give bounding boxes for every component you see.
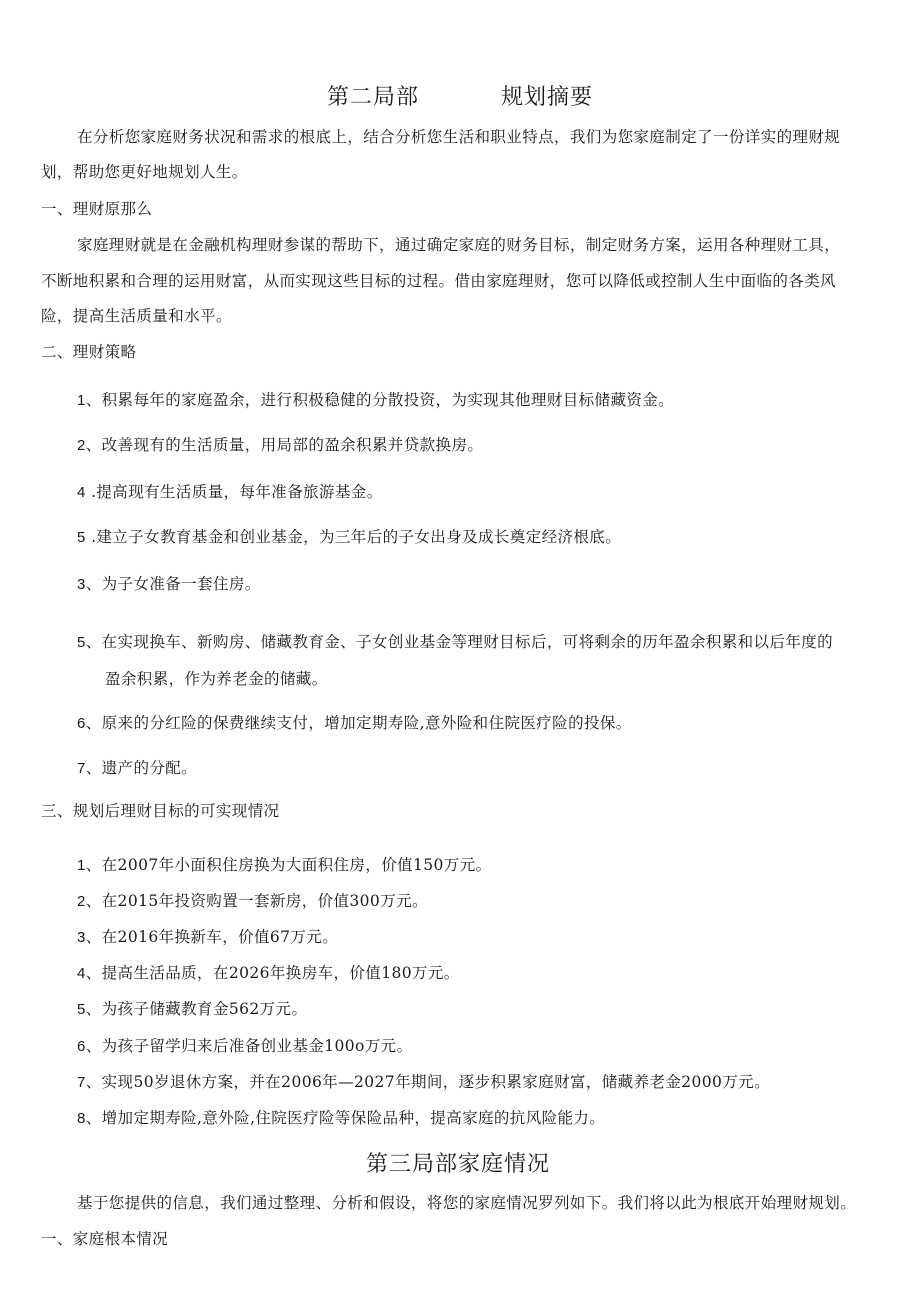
sec2-item-number: 1 <box>77 392 86 409</box>
sec2-item <box>77 758 197 779</box>
sec2-item <box>77 574 261 595</box>
sec2-item-number: 4 <box>77 484 86 501</box>
sec2-item-text: 在实现换车、新购房、储藏教育金、子女创业基金等理财目标后，可将剩余的历年盈余积累和以后年度的 <box>101 633 834 651</box>
sec2-item-separator: 、 <box>85 714 102 732</box>
sec3-item-text: 增加定期寿险,意外险,住院医疗险等保险品种，提高家庭的抗风险能力。 <box>101 1109 606 1127</box>
part3-title: 第三局部家庭情况 <box>366 1152 551 1177</box>
sec2-item-text: 改善现有的生活质量，用局部的盈余积累并贷款换房。 <box>101 436 484 454</box>
sec2-item-continuation: 盈余积累，作为养老金的储藏。 <box>105 670 328 688</box>
sec2-item-text: 建立子女教育基金和创业基金，为三年后的子女出身及成长奠定经济根底。 <box>96 528 622 546</box>
sec2-item-separator: 、 <box>85 575 102 593</box>
sec3-item-text: 在2016年换新车，价值67万元。 <box>101 928 339 946</box>
sec2-item-number: 3 <box>77 576 86 593</box>
part3-sec1-heading: 一、家庭根本情况 <box>41 1230 169 1248</box>
sec3-item: 7、实现50岁退休方案，并在2006年—2027年期间，逐步积累家庭财富，储藏养老金2000万元。 <box>77 1073 771 1091</box>
sec2-item-separator: 、 <box>85 436 102 454</box>
sec2-item <box>77 527 621 548</box>
sec3-item-number: 5 <box>77 1001 86 1018</box>
sec2-item-text: 提高现有生活质量，每年准备旅游基金。 <box>96 483 383 501</box>
part2-intro-line2: 划，帮助您更好地规划人生。 <box>41 163 248 181</box>
part3-intro: 基于您提供的信息，我们通过整理、分析和假设，将您的家庭情况罗列如下。我们将以此为根底开始理财规划。 <box>77 1194 857 1212</box>
sec3-item-text: 提高生活品质，在2026年换房车，价值180万元。 <box>101 964 460 982</box>
sec1-heading: 一、理财原那么 <box>41 200 153 218</box>
sec3-heading: 三、规划后理财目标的可实现情况 <box>41 802 280 820</box>
sec1-para-line2: 不断地积累和合理的运用财富，从而实现这些目标的过程。借由家庭理财，您可以降低或控制人生中面临的各类风 <box>41 272 837 290</box>
part2-title-left: 第二局部 <box>327 85 420 110</box>
sec2-item-number: 2 <box>77 437 86 454</box>
sec3-item: 3、在2016年换新车，价值67万元。 <box>77 928 339 946</box>
sec3-item-number: 8 <box>77 1110 86 1127</box>
sec2-item <box>77 390 674 411</box>
sec3-item-number: 1 <box>77 857 86 874</box>
sec3-item-number: 3 <box>77 929 86 946</box>
sec2-heading: 二、理财策略 <box>41 343 137 361</box>
sec3-item-text: 在2007年小面积住房换为大面积住房，价值150万元。 <box>101 856 492 874</box>
sec3-item-text: 实现50岁退休方案，并在2006年—2027年期间，逐步积累家庭财富，储藏养老金2000万元。 <box>101 1073 771 1091</box>
sec2-item-separator: 、 <box>85 633 102 651</box>
sec3-item-number: 2 <box>77 893 86 910</box>
sec1-para-line1: 家庭理财就是在金融机构理财参谋的帮助下，通过确定家庭的财务目标，制定财务方案，运用各种理财工具， <box>77 236 841 254</box>
sec2-item-text: 原来的分红险的保费继续支付，增加定期寿险,意外险和住院医疗险的投保。 <box>101 714 632 732</box>
sec3-item: 6、为孩子留学归来后准备创业基金100o万元。 <box>77 1037 413 1055</box>
sec2-item-number: 7 <box>77 760 86 777</box>
sec1-para-line3: 险，提高生活质量和水平。 <box>41 307 232 325</box>
sec3-item: 4、提高生活品质，在2026年换房车，价值180万元。 <box>77 964 460 982</box>
sec2-item-separator: . <box>85 528 97 546</box>
sec3-item-number: 7 <box>77 1074 86 1091</box>
sec3-item-text: 为孩子储藏教育金562万元。 <box>101 1000 308 1018</box>
sec2-item <box>77 482 383 503</box>
part2-intro-line1: 在分析您家庭财务状况和需求的根底上，结合分析您生活和职业特点，我们为您家庭制定了一份详实的理财规 <box>77 128 841 146</box>
part2-title-right: 规划摘要 <box>501 85 594 110</box>
sec2-item-separator: 、 <box>85 391 102 409</box>
sec3-item-number: 4 <box>77 965 86 982</box>
sec2-item-number: 6 <box>77 715 86 732</box>
sec2-item-separator: 、 <box>85 759 102 777</box>
sec3-item-text: 在2015年投资购置一套新房，价值300万元。 <box>101 892 428 910</box>
sec2-item <box>77 435 483 456</box>
sec3-item: 1、在2007年小面积住房换为大面积住房，价值150万元。 <box>77 856 492 874</box>
sec2-item <box>77 632 833 653</box>
sec2-item <box>77 713 632 734</box>
sec2-item-text: 积累每年的家庭盈余，进行积极稳健的分散投资，为实现其他理财目标储藏资金。 <box>101 391 675 409</box>
sec3-item-number: 6 <box>77 1038 86 1055</box>
sec2-item-text: 遗产的分配。 <box>101 759 198 777</box>
sec2-item-separator: . <box>85 483 97 501</box>
sec3-item-text: 为孩子留学归来后准备创业基金100o万元。 <box>101 1037 413 1055</box>
sec3-item: 2、在2015年投资购置一套新房，价值300万元。 <box>77 892 428 910</box>
sec2-item-number: 5 <box>77 529 86 546</box>
sec3-item: 5、为孩子储藏教育金562万元。 <box>77 1000 308 1018</box>
sec3-item: 8、增加定期寿险,意外险,住院医疗险等保险品种，提高家庭的抗风险能力。 <box>77 1109 606 1127</box>
sec2-item-number: 5 <box>77 634 86 651</box>
sec2-item-text: 为子女准备一套住房。 <box>101 575 261 593</box>
